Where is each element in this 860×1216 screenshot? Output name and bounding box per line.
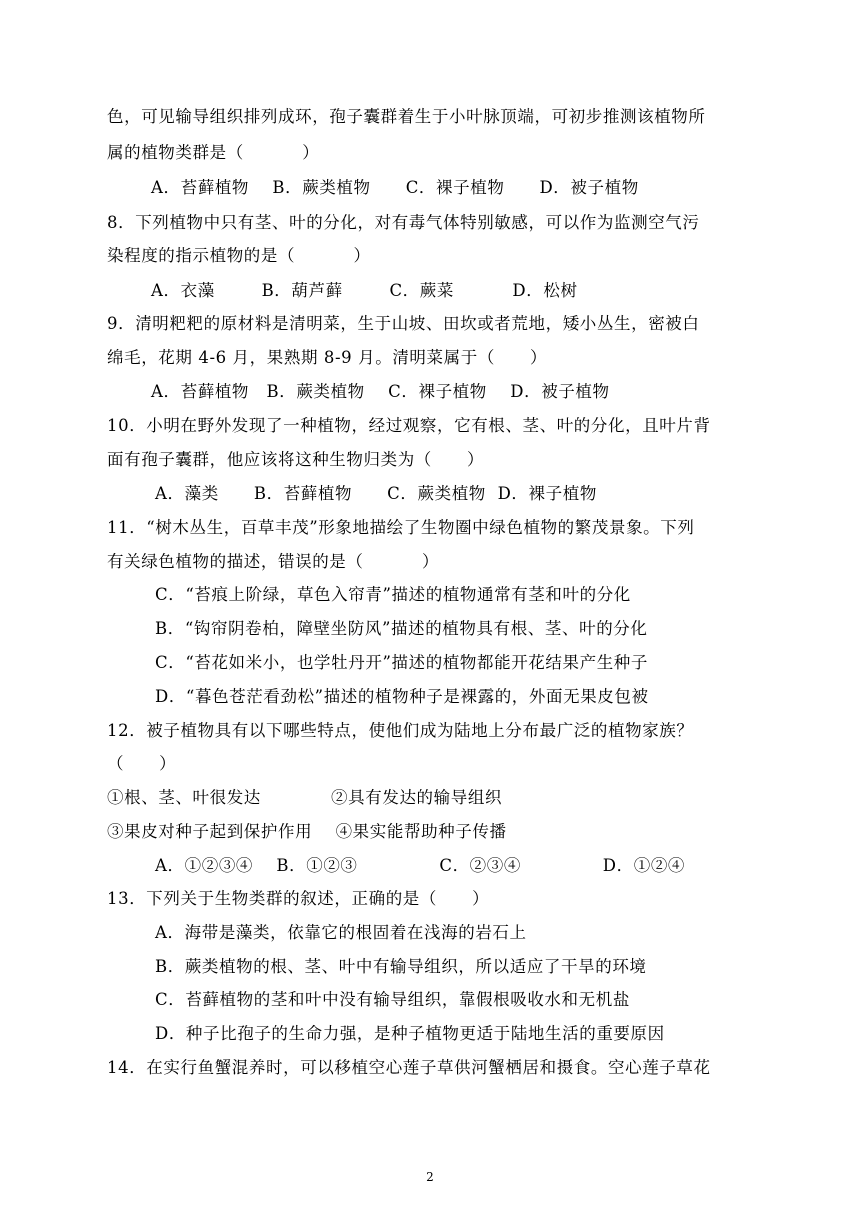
q8-stem-line-1: 8．下列植物中只有茎、叶的分化，对有毒气体特别敏感，可以作为监测空气污	[107, 213, 700, 232]
q13-option-a: A．海带是藻类，依靠它的根固着在浅海的岩石上	[155, 923, 527, 942]
q11-option-a: C．“苔痕上阶绿，草色入帘青”描述的植物通常有茎和叶的分化	[155, 585, 631, 604]
q11-option-b: B．“钩帘阴卷柏，障壁坐防风”描述的植物具有根、茎、叶的分化	[155, 619, 648, 638]
q13-option-c: C．苔藓植物的茎和叶中没有输导组织，靠假根吸收水和无机盐	[155, 990, 630, 1009]
q12-stem-line-1: 12．被子植物具有以下哪些特点，使他们成为陆地上分布最广泛的植物家族？	[107, 721, 694, 740]
q13-option-b: B．蕨类植物的根、茎、叶中有输导组织，所以适应了干旱的环境	[155, 957, 647, 976]
page-number: 2	[426, 1170, 434, 1184]
q11-option-c: C．“苔花如米小，也学牡丹开”描述的植物都能开花结果产生种子	[155, 653, 648, 672]
q10-options: A．藻类 B．苔藓植物 C．蕨类植物 D．裸子植物	[155, 484, 597, 503]
q13-option-d: D．种子比孢子的生命力强，是种子植物更适于陆地生活的重要原因	[155, 1024, 665, 1043]
q12-stem-line-2: （ ）	[107, 754, 177, 773]
q11-option-d: D．“暮色苍茫看劲松”描述的植物种子是裸露的，外面无果皮包被	[155, 687, 649, 706]
q10-stem-line-1: 10．小明在野外发现了一种植物，经过观察，它有根、茎、叶的分化，且叶片背	[107, 416, 711, 435]
q11-stem-line-1: 11．“树木丛生，百草丰茂”形象地描绘了生物圈中绿色植物的繁茂景象。下列	[107, 518, 695, 537]
q10-stem-line-2: 面有孢子囊群，他应该将这种生物归类为（ ）	[107, 450, 485, 469]
q14-stem-line-1: 14．在实行鱼蟹混养时，可以移植空心莲子草供河蟹栖居和摄食。空心莲子草花	[107, 1058, 711, 1077]
q9-stem-line-1: 9．清明粑粑的原材料是清明菜，生于山坡、田坎或者荒地，矮小丛生，密被白	[107, 314, 700, 333]
q7-stem-line-1: 色，可见输导组织排列成环，孢子囊群着生于小叶脉顶端，可初步推测该植物所	[107, 107, 706, 126]
q11-stem-line-2: 有关绿色植物的描述，错误的是（ ）	[107, 552, 440, 571]
q9-stem-line-2: 绵毛，花期 4-6 月，果熟期 8-9 月。清明菜属于（ ）	[107, 348, 548, 367]
q12-statements-1: ①根、茎、叶很发达 ②具有发达的输导组织	[107, 788, 503, 807]
q7-options: A．苔藓植物 B．蕨类植物 C．裸子植物 D．被子植物	[151, 178, 639, 197]
q12-statements-2: ③果皮对种子起到保护作用 ④果实能帮助种子传播	[107, 822, 507, 841]
q7-stem-line-2: 属的植物类群是（ ）	[107, 143, 320, 162]
q13-stem: 13．下列关于生物类群的叙述，正确的是（ ）	[107, 889, 490, 908]
q8-stem-line-2: 染程度的指示植物的是（ ）	[107, 246, 371, 265]
q8-options: A．衣藻 B．葫芦藓 C．蕨菜 D．松树	[151, 281, 578, 300]
q12-options: A．①②③④ B．①②③ C．②③④ D．①②④	[155, 856, 686, 875]
q9-options: A．苔藓植物 B．蕨类植物 C．裸子植物 D．被子植物	[151, 382, 610, 401]
